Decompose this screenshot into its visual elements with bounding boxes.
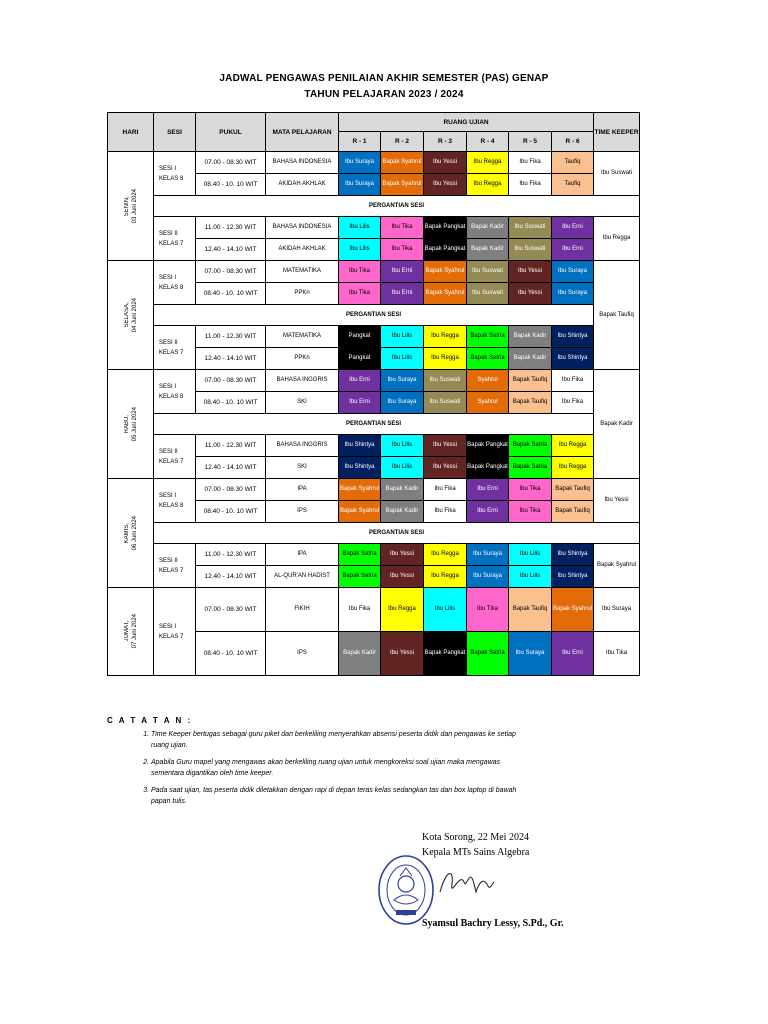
room-cell-r4: Ibu Regga bbox=[467, 152, 509, 174]
sesi-line: KELAS 8 bbox=[159, 502, 184, 509]
mapel-cell: AKIDAH AKHLAK bbox=[266, 239, 339, 261]
mapel-cell: PPKn bbox=[266, 348, 339, 370]
time-keeper-cell: Bapak Kadir bbox=[594, 370, 640, 479]
table-row bbox=[108, 326, 640, 348]
day-name: SENIN, bbox=[123, 196, 130, 217]
day-cell bbox=[108, 261, 154, 370]
mapel-cell: BAHASA INDONESIA bbox=[266, 217, 339, 239]
sesi-line: KELAS 8 bbox=[159, 393, 184, 400]
room-cell-r4: Bapak Kadir bbox=[467, 239, 509, 261]
room-cell-r1: Bapak Satria bbox=[339, 544, 381, 566]
note-item: 1. Time Keeper bertugas sebagai guru piket dan berkeliling menyerahkan absensi peserta didik dan pengawas ke setiap ruang ujian. bbox=[151, 729, 527, 751]
room-cell-r3: Ibu Yessi bbox=[424, 435, 467, 457]
sesi-cell bbox=[154, 217, 196, 261]
room-cell-r2: Ibu Lilis bbox=[381, 457, 424, 479]
room-cell-r5: Ibu Fika bbox=[509, 152, 552, 174]
note-item: 3. Pada saat ujian, tas peserta didik diletakkan dengan rapi di depan teras kelas sedangkan tas dan box laptop di bawah papan tulis. bbox=[151, 785, 527, 807]
room-cell-r5: Bapak Taufiq bbox=[509, 588, 552, 632]
room-cell-r4: Bapak Pangkat bbox=[467, 435, 509, 457]
pukul-cell: 07.00 - 08.30 WIT bbox=[196, 261, 266, 283]
mapel-cell: MATEMATIKA bbox=[266, 326, 339, 348]
sesi-line: KELAS 7 bbox=[159, 567, 184, 574]
room-cell-r3: Ibu Suswati bbox=[424, 370, 467, 392]
sesi-cell bbox=[154, 479, 196, 523]
room-cell-r2: Ibu Yessi bbox=[381, 632, 424, 676]
mapel-cell: AKIDAH AKHLAK bbox=[266, 174, 339, 196]
notes-section bbox=[107, 716, 527, 813]
header-mata-pelajaran: MATA PELAJARAN bbox=[266, 113, 339, 152]
header-room-2: R - 2 bbox=[381, 132, 424, 152]
pukul-cell: 12.40 - 14.10 WIT bbox=[196, 239, 266, 261]
room-cell-r3: Ibu Fika bbox=[424, 501, 467, 523]
mapel-cell: BAHASA INGGRIS bbox=[266, 435, 339, 457]
sesi-line: KELAS 7 bbox=[159, 349, 184, 356]
pukul-cell: 07.00 - 08.30 WIT bbox=[196, 370, 266, 392]
room-cell-r2: Ibu Tika bbox=[381, 239, 424, 261]
room-cell-r3: Ibu Regga bbox=[424, 544, 467, 566]
room-cell-r1: Pangkat bbox=[339, 348, 381, 370]
room-cell-r2: Ibu Erni bbox=[381, 261, 424, 283]
room-cell-r6: Ibu Suraya bbox=[552, 261, 594, 283]
table-row bbox=[108, 435, 640, 457]
room-cell-r5: Bapak Taufiq bbox=[509, 392, 552, 414]
room-cell-r2: Bapak Syahrul bbox=[381, 152, 424, 174]
sesi-line: KELAS 8 bbox=[159, 175, 184, 182]
room-cell-r5: Ibu Tika bbox=[509, 479, 552, 501]
room-cell-r6: Ibu Shintya bbox=[552, 566, 594, 588]
header-room-3: R - 3 bbox=[424, 132, 467, 152]
header-hari: HARI bbox=[108, 113, 154, 152]
pergantian-sesi: PERGANTIAN SESI bbox=[154, 523, 640, 544]
sesi-line: SESI I bbox=[159, 492, 177, 499]
room-cell-r5: Bapak Satria bbox=[509, 457, 552, 479]
room-cell-r3: Ibu Yessi bbox=[424, 174, 467, 196]
time-keeper-cell: Ibu Suraya bbox=[594, 588, 640, 632]
time-keeper-cell: Ibu Yessi bbox=[594, 479, 640, 523]
notes-list bbox=[107, 729, 527, 807]
room-cell-r4: Ibu Erni bbox=[467, 479, 509, 501]
room-cell-r3: Ibu Lilis bbox=[424, 588, 467, 632]
room-cell-r1: Ibu Tika bbox=[339, 261, 381, 283]
room-cell-r3: Ibu Fika bbox=[424, 479, 467, 501]
mapel-cell: BAHASA INGGRIS bbox=[266, 370, 339, 392]
pukul-cell: 11.00 - 12.30 WIT bbox=[196, 326, 266, 348]
room-cell-r3: Bapak Pangkat bbox=[424, 217, 467, 239]
sesi-cell bbox=[154, 326, 196, 370]
room-cell-r2: Ibu Tika bbox=[381, 217, 424, 239]
room-cell-r4: Ibu Regga bbox=[467, 174, 509, 196]
day-cell bbox=[108, 152, 154, 261]
room-cell-r2: Ibu Erni bbox=[381, 283, 424, 305]
sesi-line: SESI I bbox=[159, 274, 177, 281]
room-cell-r1: Ibu Lilis bbox=[339, 217, 381, 239]
mapel-cell: PPKn bbox=[266, 283, 339, 305]
day-date: 05 Juni 2024 bbox=[131, 406, 138, 442]
room-cell-r2: Ibu Suraya bbox=[381, 392, 424, 414]
time-keeper-cell: Ibu Tika bbox=[594, 632, 640, 676]
sesi-line: KELAS 7 bbox=[159, 458, 184, 465]
room-cell-r4: Ibu Erni bbox=[467, 501, 509, 523]
room-cell-r1: Ibu Fika bbox=[339, 588, 381, 632]
pukul-cell: 08.40 - 10. 10 WIT bbox=[196, 283, 266, 305]
room-cell-r1: Ibu Erni bbox=[339, 370, 381, 392]
room-cell-r1: Pangkat bbox=[339, 326, 381, 348]
table-row bbox=[108, 261, 640, 283]
room-cell-r6: Ibu Erni bbox=[552, 632, 594, 676]
room-cell-r5: Ibu Suswati bbox=[509, 239, 552, 261]
room-cell-r3: Ibu Suswati bbox=[424, 392, 467, 414]
room-cell-r1: Bapak Syahrul bbox=[339, 501, 381, 523]
pukul-cell: 11.00 - 12.30 WIT bbox=[196, 435, 266, 457]
room-cell-r6: Ibu Suraya bbox=[552, 283, 594, 305]
room-cell-r2: Ibu Lilis bbox=[381, 348, 424, 370]
room-cell-r1: Ibu Shintya bbox=[339, 435, 381, 457]
room-cell-r4: Ibu Suraya bbox=[467, 544, 509, 566]
room-cell-r2: Ibu Lilis bbox=[381, 326, 424, 348]
header-sesi: SESI bbox=[154, 113, 196, 152]
day-cell bbox=[108, 588, 154, 676]
room-cell-r5: Ibu Suswati bbox=[509, 217, 552, 239]
day-cell bbox=[108, 479, 154, 588]
signature-name: Syamsul Bachry Lessy, S.Pd., Gr. bbox=[422, 918, 564, 929]
room-cell-r3: Bapak Pangkat bbox=[424, 632, 467, 676]
sesi-cell bbox=[154, 152, 196, 196]
room-cell-r6: Ibu Erni bbox=[552, 239, 594, 261]
room-cell-r6: Taufiq bbox=[552, 174, 594, 196]
pukul-cell: 11.00 - 12.30 WIT bbox=[196, 217, 266, 239]
room-cell-r6: Ibu Erni bbox=[552, 217, 594, 239]
room-cell-r5: Ibu Fika bbox=[509, 174, 552, 196]
header-ruang-ujian: RUANG UJIAN bbox=[339, 113, 594, 132]
sesi-cell bbox=[154, 588, 196, 676]
room-cell-r5: Ibu Lilis bbox=[509, 566, 552, 588]
room-cell-r4: Bapak Pangkat bbox=[467, 457, 509, 479]
sesi-cell bbox=[154, 370, 196, 414]
room-cell-r5: Ibu Yessi bbox=[509, 261, 552, 283]
room-cell-r5: Ibu Yessi bbox=[509, 283, 552, 305]
sesi-line: KELAS 7 bbox=[159, 240, 184, 247]
pergantian-row bbox=[108, 196, 640, 217]
table-row bbox=[108, 544, 640, 566]
sesi-line: SESI I bbox=[159, 383, 177, 390]
room-cell-r1: Bapak Syahrul bbox=[339, 479, 381, 501]
room-cell-r2: Bapak Kadir bbox=[381, 501, 424, 523]
table-row bbox=[108, 217, 640, 239]
room-cell-r3: Ibu Regga bbox=[424, 348, 467, 370]
header-room-1: R - 1 bbox=[339, 132, 381, 152]
sesi-cell bbox=[154, 261, 196, 305]
day-date: 06 Juni 2024 bbox=[131, 515, 138, 551]
room-cell-r3: Bapak Syahrul bbox=[424, 283, 467, 305]
sesi-line: KELAS 8 bbox=[159, 284, 184, 291]
room-cell-r3: Bapak Pangkat bbox=[424, 239, 467, 261]
header-time-keeper: TIME KEEPER bbox=[594, 113, 640, 152]
mapel-cell: FIKIH bbox=[266, 588, 339, 632]
room-cell-r2: Bapak Kadir bbox=[381, 479, 424, 501]
sesi-cell bbox=[154, 435, 196, 479]
room-cell-r6: Taufiq bbox=[552, 152, 594, 174]
header-room-4: R - 4 bbox=[467, 132, 509, 152]
room-cell-r4: Ibu Suraya bbox=[467, 566, 509, 588]
room-cell-r6: Ibu Regga bbox=[552, 435, 594, 457]
sesi-line: SESI II bbox=[159, 339, 178, 346]
room-cell-r3: Ibu Yessi bbox=[424, 457, 467, 479]
room-cell-r4: Bapak Satria bbox=[467, 326, 509, 348]
pergantian-sesi: PERGANTIAN SESI bbox=[154, 196, 640, 217]
room-cell-r2: Ibu Suraya bbox=[381, 370, 424, 392]
room-cell-r5: Bapak Kadir bbox=[509, 348, 552, 370]
room-cell-r5: Ibu Lilis bbox=[509, 544, 552, 566]
pukul-cell: 08.40 - 10. 10 WIT bbox=[196, 501, 266, 523]
mapel-cell: IPA bbox=[266, 544, 339, 566]
notes-heading: C A T A T A N : bbox=[107, 716, 193, 725]
room-cell-r3: Ibu Yessi bbox=[424, 152, 467, 174]
day-name: JUMAT, bbox=[123, 621, 130, 642]
room-cell-r1: Bapak Kadir bbox=[339, 632, 381, 676]
table-row bbox=[108, 588, 640, 632]
document-title: JADWAL PENGAWAS PENILAIAN AKHIR SEMESTER (PAS) GENAP bbox=[219, 73, 549, 84]
table-row bbox=[108, 370, 640, 392]
day-date: 07 Juni 2024 bbox=[131, 614, 138, 649]
header-room-6: R - 6 bbox=[552, 132, 594, 152]
room-cell-r2: Ibu Lilis bbox=[381, 435, 424, 457]
header-room-5: R - 5 bbox=[509, 132, 552, 152]
mapel-cell: SKI bbox=[266, 457, 339, 479]
room-cell-r1: Ibu Lilis bbox=[339, 239, 381, 261]
mapel-cell: IPS bbox=[266, 501, 339, 523]
pukul-cell: 08.40 - 10. 10 WIT bbox=[196, 174, 266, 196]
room-cell-r1: Ibu Erni bbox=[339, 392, 381, 414]
pukul-cell: 12.40 - 14.10 WIT bbox=[196, 566, 266, 588]
time-keeper-cell: Bapak Taufiq bbox=[594, 261, 640, 370]
sesi-line: KELAS 7 bbox=[159, 633, 184, 640]
room-cell-r2: Ibu Yessi bbox=[381, 566, 424, 588]
room-cell-r6: Bapak Syahrul bbox=[552, 588, 594, 632]
mapel-cell: IPA bbox=[266, 479, 339, 501]
schedule-body bbox=[108, 152, 640, 676]
room-cell-r1: Bapak Satria bbox=[339, 566, 381, 588]
sesi-line: SESI II bbox=[159, 557, 178, 564]
room-cell-r4: Bapak Satria bbox=[467, 348, 509, 370]
day-cell bbox=[108, 370, 154, 479]
note-item: 2. Apabila Guru mapel yang mengawas akan berkeliling ruang ujian untuk mengkoreksi soal ujian maka mengawas sementara digantikan oleh time keeper. bbox=[151, 757, 527, 779]
day-name: KAMIS, bbox=[123, 522, 130, 544]
room-cell-r3: Ibu Regga bbox=[424, 326, 467, 348]
day-name: RABU, bbox=[123, 414, 130, 434]
pergantian-row bbox=[108, 305, 640, 326]
pukul-cell: 07.00 - 08.30 WIT bbox=[196, 588, 266, 632]
room-cell-r4: Ibu Tika bbox=[467, 588, 509, 632]
mapel-cell: MATEMATIKA bbox=[266, 261, 339, 283]
room-cell-r5: Bapak Taufiq bbox=[509, 370, 552, 392]
room-cell-r2: Ibu Yessi bbox=[381, 544, 424, 566]
header-pukul: PUKUL bbox=[196, 113, 266, 152]
room-cell-r1: Ibu Tika bbox=[339, 283, 381, 305]
room-cell-r5: Ibu Tika bbox=[509, 501, 552, 523]
room-cell-r5: Bapak Satria bbox=[509, 435, 552, 457]
time-keeper-cell: Ibu Suswati bbox=[594, 152, 640, 196]
schedule-table bbox=[107, 112, 640, 676]
room-cell-r1: Ibu Suraya bbox=[339, 174, 381, 196]
pergantian-row bbox=[108, 523, 640, 544]
pukul-cell: 08.40 - 10. 10 WIT bbox=[196, 392, 266, 414]
room-cell-r4: Syahrul bbox=[467, 370, 509, 392]
day-date: 03 Juni 2024 bbox=[131, 188, 138, 224]
room-cell-r4: Bapak Kadir bbox=[467, 217, 509, 239]
pukul-cell: 12.40 - 14.10 WIT bbox=[196, 457, 266, 479]
sesi-line: SESI I bbox=[159, 623, 177, 630]
room-cell-r6: Ibu Shintya bbox=[552, 348, 594, 370]
day-name: SELASA, bbox=[123, 302, 130, 328]
pukul-cell: 07.00 - 08.30 WIT bbox=[196, 479, 266, 501]
room-cell-r5: Ibu Suraya bbox=[509, 632, 552, 676]
table-row bbox=[108, 152, 640, 174]
sesi-line: SESI II bbox=[159, 230, 178, 237]
room-cell-r6: Ibu Fika bbox=[552, 392, 594, 414]
pergantian-row bbox=[108, 414, 640, 435]
room-cell-r2: Bapak Syahrul bbox=[381, 174, 424, 196]
sesi-line: SESI I bbox=[159, 165, 177, 172]
room-cell-r2: Ibu Regga bbox=[381, 588, 424, 632]
mapel-cell: AL-QUR'AN HADIST bbox=[266, 566, 339, 588]
room-cell-r4: Ibu Suswati bbox=[467, 283, 509, 305]
room-cell-r4: Bapak Satria bbox=[467, 632, 509, 676]
sesi-cell bbox=[154, 544, 196, 588]
table-row bbox=[108, 479, 640, 501]
room-cell-r6: Bapak Taufiq bbox=[552, 479, 594, 501]
mapel-cell: BAHASA INDONESIA bbox=[266, 152, 339, 174]
pukul-cell: 11.00 - 12.30 WIT bbox=[196, 544, 266, 566]
sesi-line: SESI II bbox=[159, 448, 178, 455]
room-cell-r4: Syahrul bbox=[467, 392, 509, 414]
handwritten-signature bbox=[436, 862, 496, 902]
pergantian-sesi: PERGANTIAN SESI bbox=[154, 305, 594, 326]
room-cell-r1: Ibu Shintya bbox=[339, 457, 381, 479]
room-cell-r5: Bapak Kadir bbox=[509, 326, 552, 348]
room-cell-r6: Ibu Shintya bbox=[552, 326, 594, 348]
document-subtitle: TAHUN PELAJARAN 2023 / 2024 bbox=[304, 89, 464, 100]
time-keeper-cell: Ibu Regga bbox=[594, 217, 640, 261]
room-cell-r6: Ibu Regga bbox=[552, 457, 594, 479]
room-cell-r3: Ibu Regga bbox=[424, 566, 467, 588]
room-cell-r6: Ibu Fika bbox=[552, 370, 594, 392]
time-keeper-cell: Bapak Syahrul bbox=[594, 544, 640, 588]
day-date: 04 Juni 2024 bbox=[131, 297, 138, 333]
room-cell-r6: Bapak Taufiq bbox=[552, 501, 594, 523]
signature-position: Kepala MTs Sains Algebra bbox=[422, 847, 530, 858]
pukul-cell: 08.40 - 10. 10 WIT bbox=[196, 632, 266, 676]
room-cell-r1: Ibu Suraya bbox=[339, 152, 381, 174]
pukul-cell: 07.00 - 08.30 WIT bbox=[196, 152, 266, 174]
mapel-cell: IPS bbox=[266, 632, 339, 676]
signature-place-date: Kota Sorong, 22 Mei 2024 bbox=[422, 832, 529, 843]
room-cell-r3: Bapak Syahrul bbox=[424, 261, 467, 283]
room-cell-r4: Ibu Suswati bbox=[467, 261, 509, 283]
pergantian-sesi: PERGANTIAN SESI bbox=[154, 414, 594, 435]
room-cell-r6: Ibu Shintya bbox=[552, 544, 594, 566]
pukul-cell: 12.40 - 14.10 WIT bbox=[196, 348, 266, 370]
mapel-cell: SKI bbox=[266, 392, 339, 414]
